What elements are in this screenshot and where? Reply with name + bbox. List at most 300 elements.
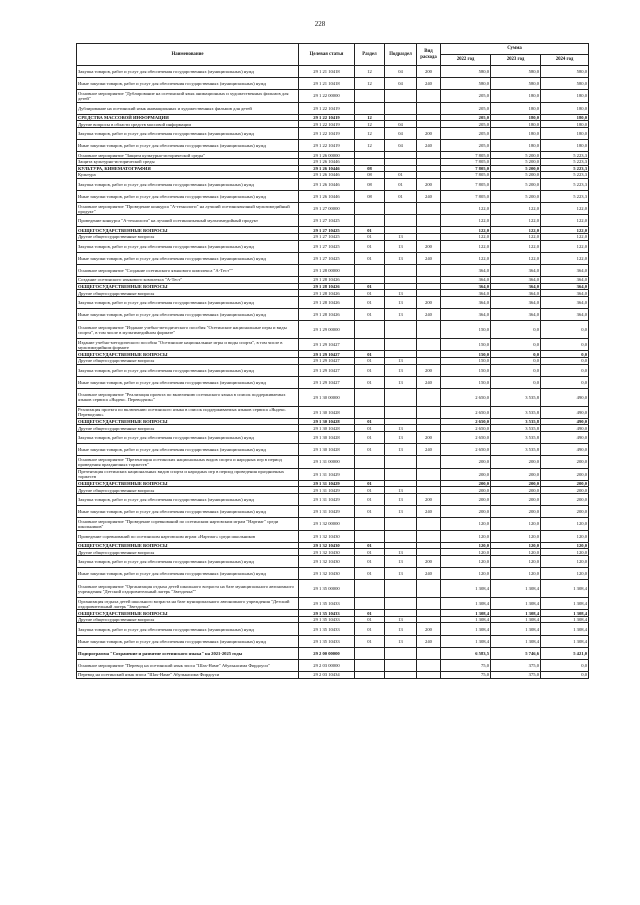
row-name: Основное мероприятие "Проведение соревнований по осетинским нартовским играм "Нартиаг" среди школьников" — [77, 518, 299, 530]
row-section — [355, 90, 385, 102]
row-value-2022: 1 308,4 — [441, 616, 491, 623]
table-row — [77, 660, 589, 672]
row-value-2023: 1 308,4 — [491, 623, 541, 635]
row-value-2023: 0,0 — [491, 357, 541, 364]
row-value-2023: 5 200,0 — [491, 152, 541, 159]
row-section — [355, 406, 385, 418]
row-section — [355, 339, 385, 351]
row-subsection: 13 — [385, 234, 417, 241]
row-name: Иные закупки товаров, работ и услуг для обеспечения государственных (муниципальных) нужд — [77, 78, 299, 90]
table-row — [77, 376, 589, 388]
row-section: 01 — [355, 494, 385, 506]
row-section: 12 — [355, 78, 385, 90]
table-row — [77, 102, 589, 114]
table-row — [77, 672, 589, 679]
row-name: Создание осетинского языкового комплекса "А-Тест" — [77, 277, 299, 284]
row-article: 29 1 28 10426 — [299, 277, 355, 284]
row-value-2023: 1 308,4 — [491, 580, 541, 598]
row-value-2022: 120,0 — [441, 542, 491, 549]
row-value-2024: 490,0 — [541, 406, 589, 418]
row-subsection: 13 — [385, 425, 417, 432]
row-value-2024: 200,0 — [541, 456, 589, 468]
row-article: 29 1 22 10419 — [299, 140, 355, 152]
row-subsection: 01 — [385, 172, 417, 179]
row-value-2022: 205,0 — [441, 140, 491, 152]
row-value-2022: 364,0 — [441, 265, 491, 277]
row-value-2023: 0,0 — [491, 351, 541, 358]
row-value-2024: 0,0 — [541, 357, 589, 364]
row-value-2022: 6 583,5 — [441, 647, 491, 659]
row-value-2024: 0,0 — [541, 660, 589, 672]
row-expense-type: 240 — [417, 252, 441, 264]
row-value-2022: 7 805,0 — [441, 178, 491, 190]
row-subsection — [385, 227, 417, 234]
row-value-2024: 5 421,0 — [541, 647, 589, 659]
header-year-2022: 2022 год — [441, 55, 491, 66]
row-value-2022: 200,0 — [441, 456, 491, 468]
row-name: Другие общегосударственные вопросы — [77, 234, 299, 241]
row-subsection: 13 — [385, 549, 417, 556]
row-article: 29 1 32 10430 — [299, 542, 355, 549]
row-value-2023: 5 200,0 — [491, 178, 541, 190]
row-article: 29 1 30 10428 — [299, 444, 355, 456]
table-row — [77, 158, 589, 165]
row-subsection — [385, 660, 417, 672]
row-section: 01 — [355, 309, 385, 321]
row-value-2023: 122,0 — [491, 252, 541, 264]
row-value-2024: 122,0 — [541, 215, 589, 227]
row-value-2022: 120,0 — [441, 518, 491, 530]
table-row — [77, 152, 589, 159]
row-section: 01 — [355, 376, 385, 388]
row-expense-type — [417, 518, 441, 530]
row-value-2024: 122,0 — [541, 203, 589, 215]
row-subsection — [385, 351, 417, 358]
row-subsection: 04 — [385, 121, 417, 128]
row-expense-type — [417, 672, 441, 679]
row-name: Основное мероприятие "Защита культурно-исторической среды" — [77, 152, 299, 159]
row-name: Проведение конкурса "А-технологи" на лучший осетиноязычный мультимедийный продукт — [77, 215, 299, 227]
row-article: 29 1 28 10426 — [299, 309, 355, 321]
row-expense-type — [417, 598, 441, 610]
row-section: 12 — [355, 121, 385, 128]
table-row — [77, 568, 589, 580]
row-value-2024: 490,0 — [541, 425, 589, 432]
row-subsection: 13 — [385, 616, 417, 623]
row-section: 01 — [355, 296, 385, 308]
table-row — [77, 127, 589, 139]
row-value-2023: 5 746,6 — [491, 647, 541, 659]
row-name: ОБЩЕГОСУДАРСТВЕННЫЕ ВОПРОСЫ — [77, 480, 299, 487]
row-name: Иные закупки товаров, работ и услуг для обеспечения государственных (муниципальных) нужд — [77, 376, 299, 388]
row-value-2022: 150,0 — [441, 321, 491, 339]
row-value-2022: 2 650,0 — [441, 444, 491, 456]
row-value-2023: 120,0 — [491, 549, 541, 556]
row-value-2023: 3 535,8 — [491, 388, 541, 406]
row-name: Основное мероприятие "Презентация осетинских национальных видов спорта и народных игр в период проведения праздничных торжеств" — [77, 456, 299, 468]
row-value-2023: 580,0 — [491, 78, 541, 90]
row-value-2022: 122,0 — [441, 252, 491, 264]
row-name: Закупка товаров, работ и услуг для обеспечения государственных (муниципальных) нужд — [77, 432, 299, 444]
table-row — [77, 506, 589, 518]
row-value-2024: 120,0 — [541, 555, 589, 567]
table-row — [77, 140, 589, 152]
row-section — [355, 672, 385, 679]
row-value-2024: 1 308,4 — [541, 580, 589, 598]
row-section: 01 — [355, 480, 385, 487]
row-value-2022: 75,0 — [441, 672, 491, 679]
row-subsection: 13 — [385, 494, 417, 506]
row-value-2023: 120,0 — [491, 518, 541, 530]
row-article: 29 1 32 10430 — [299, 549, 355, 556]
row-article: 29 2 03 10434 — [299, 672, 355, 679]
row-value-2023: 120,0 — [491, 555, 541, 567]
row-value-2023: 0,0 — [491, 339, 541, 351]
row-name: Иные закупки товаров, работ и услуг для обеспечения государственных (муниципальных) нужд — [77, 506, 299, 518]
row-name: ОБЩЕГОСУДАРСТВЕННЫЕ ВОПРОСЫ — [77, 610, 299, 617]
table-row — [77, 549, 589, 556]
row-expense-type: 200 — [417, 127, 441, 139]
row-expense-type — [417, 283, 441, 290]
row-article: 29 1 29 00000 — [299, 321, 355, 339]
table-row — [77, 610, 589, 617]
row-section: 12 — [355, 66, 385, 78]
row-subsection: 13 — [385, 623, 417, 635]
row-article: 29 1 31 00000 — [299, 456, 355, 468]
row-subsection: 13 — [385, 364, 417, 376]
row-name: ОБЩЕГОСУДАРСТВЕННЫЕ ВОПРОСЫ — [77, 351, 299, 358]
row-value-2024: 122,0 — [541, 240, 589, 252]
row-section — [355, 265, 385, 277]
row-section: 01 — [355, 506, 385, 518]
row-value-2024: 364,0 — [541, 265, 589, 277]
row-value-2024: 200,0 — [541, 468, 589, 480]
row-subsection — [385, 542, 417, 549]
row-value-2024: 1 308,4 — [541, 623, 589, 635]
row-article: 29 1 28 10426 — [299, 290, 355, 297]
row-value-2024: 364,0 — [541, 277, 589, 284]
row-value-2024: 5 223,3 — [541, 172, 589, 179]
table-row — [77, 121, 589, 128]
row-value-2023: 1 308,4 — [491, 635, 541, 647]
row-value-2023: 122,0 — [491, 227, 541, 234]
row-section: 01 — [355, 623, 385, 635]
row-section — [355, 647, 385, 659]
header-section: Раздел — [355, 44, 385, 66]
row-section: 01 — [355, 444, 385, 456]
row-name: ОБЩЕГОСУДАРСТВЕННЫЕ ВОПРОСЫ — [77, 418, 299, 425]
row-value-2022: 364,0 — [441, 290, 491, 297]
table-row — [77, 203, 589, 215]
table-row — [77, 406, 589, 418]
row-value-2024: 200,0 — [541, 494, 589, 506]
row-subsection — [385, 468, 417, 480]
row-expense-type: 240 — [417, 309, 441, 321]
row-subsection: 13 — [385, 444, 417, 456]
row-article: 29 1 30 00000 — [299, 388, 355, 406]
row-article: 29 1 35 10433 — [299, 616, 355, 623]
row-expense-type — [417, 357, 441, 364]
row-expense-type: 200 — [417, 296, 441, 308]
row-expense-type — [417, 456, 441, 468]
row-name: Закупка товаров, работ и услуг для обеспечения государственных (муниципальных) нужд — [77, 66, 299, 78]
row-section — [355, 660, 385, 672]
row-expense-type: 200 — [417, 66, 441, 78]
header-name: Наименование — [77, 44, 299, 66]
table-row — [77, 616, 589, 623]
row-subsection: 13 — [385, 309, 417, 321]
row-value-2022: 150,0 — [441, 364, 491, 376]
row-subsection: 04 — [385, 140, 417, 152]
row-section — [355, 277, 385, 284]
row-value-2022: 75,0 — [441, 660, 491, 672]
row-subsection: 13 — [385, 240, 417, 252]
row-article: 29 1 26 10446 — [299, 190, 355, 202]
row-name: КУЛЬТУРА, КИНЕМАТОГРАФИЯ — [77, 165, 299, 172]
row-name: Закупка товаров, работ и услуг для обеспечения государственных (муниципальных) нужд — [77, 240, 299, 252]
row-section: 01 — [355, 357, 385, 364]
row-expense-type — [417, 277, 441, 284]
row-value-2023: 0,0 — [491, 376, 541, 388]
row-value-2022: 7 805,0 — [441, 165, 491, 172]
row-subsection — [385, 265, 417, 277]
row-value-2024: 364,0 — [541, 283, 589, 290]
row-value-2023: 364,0 — [491, 283, 541, 290]
row-subsection — [385, 647, 417, 659]
row-subsection: 13 — [385, 296, 417, 308]
row-value-2024: 120,0 — [541, 549, 589, 556]
row-name: Презентация осетинских национальных видов спорта и народных игр в период проведения праздничных торжеств — [77, 468, 299, 480]
row-value-2022: 580,0 — [441, 78, 491, 90]
row-subsection — [385, 215, 417, 227]
row-value-2024: 120,0 — [541, 518, 589, 530]
row-value-2023: 180,0 — [491, 140, 541, 152]
row-article: 29 1 27 00000 — [299, 203, 355, 215]
row-expense-type: 200 — [417, 240, 441, 252]
row-value-2023: 5 200,0 — [491, 165, 541, 172]
table-row — [77, 165, 589, 172]
row-article: 29 1 22 10419 — [299, 114, 355, 121]
row-expense-type — [417, 487, 441, 494]
row-value-2022: 364,0 — [441, 283, 491, 290]
row-value-2024: 200,0 — [541, 506, 589, 518]
row-subsection — [385, 456, 417, 468]
row-value-2022: 1 308,4 — [441, 623, 491, 635]
row-section: 01 — [355, 252, 385, 264]
row-name: Закупка товаров, работ и услуг для обеспечения государственных (муниципальных) нужд — [77, 178, 299, 190]
row-value-2022: 200,0 — [441, 468, 491, 480]
row-subsection — [385, 165, 417, 172]
row-value-2022: 200,0 — [441, 480, 491, 487]
row-section: 08 — [355, 178, 385, 190]
row-name: Иные закупки товаров, работ и услуг для обеспечения государственных (муниципальных) нужд — [77, 568, 299, 580]
row-value-2024: 0,0 — [541, 672, 589, 679]
row-section — [355, 468, 385, 480]
row-value-2023: 3 535,8 — [491, 432, 541, 444]
row-name: Перевод на осетинский язык эпоса "Шах-Наме" Абулькасима Фирдоуси — [77, 672, 299, 679]
row-section — [355, 518, 385, 530]
row-value-2023: 122,0 — [491, 234, 541, 241]
table-row — [77, 635, 589, 647]
row-value-2024: 1 308,4 — [541, 598, 589, 610]
row-subsection: 04 — [385, 78, 417, 90]
row-subsection — [385, 114, 417, 121]
row-name: Защита культурно-исторической среды — [77, 158, 299, 165]
row-value-2022: 205,0 — [441, 127, 491, 139]
row-expense-type — [417, 542, 441, 549]
row-section: 01 — [355, 283, 385, 290]
row-subsection — [385, 321, 417, 339]
table-row — [77, 252, 589, 264]
row-name: Иные закупки товаров, работ и услуг для обеспечения государственных (муниципальных) нужд — [77, 190, 299, 202]
row-value-2022: 120,0 — [441, 549, 491, 556]
row-subsection — [385, 406, 417, 418]
row-name: Организация отдыха детей школьного возраста на базе муниципального автономного учреждения "Детский оздоровительный лагерь "Звездочка" — [77, 598, 299, 610]
row-expense-type: 240 — [417, 376, 441, 388]
row-section: 08 — [355, 190, 385, 202]
row-value-2022: 1 308,4 — [441, 598, 491, 610]
row-name: Основное мероприятие "Создание осетинского языкового комплекса "А-Тест"" — [77, 265, 299, 277]
row-value-2024: 0,0 — [541, 339, 589, 351]
row-article: 29 1 28 10426 — [299, 283, 355, 290]
row-expense-type — [417, 610, 441, 617]
row-value-2024: 122,0 — [541, 227, 589, 234]
row-article: 29 1 28 00000 — [299, 265, 355, 277]
row-name: Иные закупки товаров, работ и услуг для обеспечения государственных (муниципальных) нужд — [77, 140, 299, 152]
row-value-2024: 490,0 — [541, 388, 589, 406]
table-row — [77, 364, 589, 376]
row-article: 29 1 31 10429 — [299, 494, 355, 506]
row-name: Основное мероприятие "Проведение конкурса "А-технологи" на лучший осетиноязычный мультимедийный продукт" — [77, 203, 299, 215]
row-value-2023: 180,0 — [491, 90, 541, 102]
table-row — [77, 357, 589, 364]
row-subsection: 13 — [385, 555, 417, 567]
row-subsection — [385, 610, 417, 617]
row-value-2023: 375,0 — [491, 672, 541, 679]
row-value-2023: 1 308,4 — [491, 610, 541, 617]
row-expense-type — [417, 660, 441, 672]
table-row — [77, 623, 589, 635]
row-expense-type: 240 — [417, 78, 441, 90]
table-row — [77, 240, 589, 252]
row-value-2023: 122,0 — [491, 203, 541, 215]
row-article: 29 1 29 10427 — [299, 376, 355, 388]
row-value-2023: 200,0 — [491, 456, 541, 468]
page-number: 228 — [314, 20, 326, 28]
row-name: Иные закупки товаров, работ и услуг для обеспечения государственных (муниципальных) нужд — [77, 444, 299, 456]
row-value-2022: 150,0 — [441, 357, 491, 364]
row-subsection — [385, 530, 417, 542]
table-row — [77, 283, 589, 290]
table-row — [77, 530, 589, 542]
row-article: 29 1 29 10427 — [299, 357, 355, 364]
row-name: СРЕДСТВА МАССОВОЙ ИНФОРМАЦИИ — [77, 114, 299, 121]
row-name: Закупка товаров, работ и услуг для обеспечения государственных (муниципальных) нужд — [77, 127, 299, 139]
row-article: 29 1 22 10419 — [299, 102, 355, 114]
row-subsection — [385, 90, 417, 102]
row-value-2023: 5 200,0 — [491, 190, 541, 202]
header-subsection: Подраздел — [385, 44, 417, 66]
row-subsection — [385, 102, 417, 114]
table-row — [77, 468, 589, 480]
row-expense-type — [417, 418, 441, 425]
row-section — [355, 321, 385, 339]
row-name: Другие общегосударственные вопросы — [77, 357, 299, 364]
row-expense-type — [417, 468, 441, 480]
table-row — [77, 480, 589, 487]
table-row — [77, 518, 589, 530]
row-value-2022: 364,0 — [441, 309, 491, 321]
row-value-2023: 5 200,0 — [491, 158, 541, 165]
row-name: Закупка товаров, работ и услуг для обеспечения государственных (муниципальных) нужд — [77, 296, 299, 308]
row-article: 29 1 27 10425 — [299, 215, 355, 227]
table-row — [77, 190, 589, 202]
row-value-2024: 490,0 — [541, 418, 589, 425]
row-value-2024: 200,0 — [541, 487, 589, 494]
table-row — [77, 215, 589, 227]
row-section — [355, 203, 385, 215]
row-expense-type — [417, 227, 441, 234]
row-name: Основное мероприятие "Реализация проекта по включению осетинского языка в список поддерживаемых языков сервиса «Яндекс. Переводчик»" — [77, 388, 299, 406]
row-subsection: 13 — [385, 635, 417, 647]
row-value-2022: 7 805,0 — [441, 190, 491, 202]
row-value-2024: 122,0 — [541, 252, 589, 264]
row-value-2023: 3 535,8 — [491, 444, 541, 456]
row-expense-type — [417, 172, 441, 179]
table-row — [77, 494, 589, 506]
row-article: 29 1 31 10429 — [299, 480, 355, 487]
row-value-2024: 180,0 — [541, 114, 589, 121]
row-article: 29 1 35 10433 — [299, 598, 355, 610]
row-value-2022: 122,0 — [441, 234, 491, 241]
row-value-2023: 180,0 — [491, 127, 541, 139]
table-row — [77, 309, 589, 321]
row-value-2022: 1 308,4 — [441, 635, 491, 647]
row-value-2022: 1 308,4 — [441, 610, 491, 617]
row-value-2022: 7 805,0 — [441, 172, 491, 179]
row-section — [355, 580, 385, 598]
table-row — [77, 425, 589, 432]
row-value-2023: 200,0 — [491, 468, 541, 480]
table-row — [77, 290, 589, 297]
row-value-2023: 180,0 — [491, 102, 541, 114]
row-section: 01 — [355, 635, 385, 647]
row-expense-type — [417, 152, 441, 159]
row-name: Другие общегосударственные вопросы — [77, 487, 299, 494]
row-section — [355, 152, 385, 159]
row-value-2022: 200,0 — [441, 506, 491, 518]
row-value-2024: 580,0 — [541, 66, 589, 78]
row-expense-type — [417, 203, 441, 215]
row-value-2022: 150,0 — [441, 339, 491, 351]
row-expense-type — [417, 265, 441, 277]
row-value-2023: 3 535,8 — [491, 418, 541, 425]
row-subsection: 01 — [385, 178, 417, 190]
row-subsection — [385, 580, 417, 598]
row-expense-type: 240 — [417, 506, 441, 518]
row-subsection: 13 — [385, 568, 417, 580]
row-value-2024: 1 308,4 — [541, 610, 589, 617]
row-name: Иные закупки товаров, работ и услуг для обеспечения государственных (муниципальных) нужд — [77, 309, 299, 321]
row-article: 29 1 32 10430 — [299, 568, 355, 580]
row-name: Другие общегосударственные вопросы — [77, 549, 299, 556]
row-article: 29 1 26 10446 — [299, 172, 355, 179]
row-value-2024: 1 308,4 — [541, 616, 589, 623]
row-expense-type — [417, 480, 441, 487]
table-row — [77, 265, 589, 277]
row-article: 29 1 21 10418 — [299, 78, 355, 90]
row-value-2022: 122,0 — [441, 240, 491, 252]
